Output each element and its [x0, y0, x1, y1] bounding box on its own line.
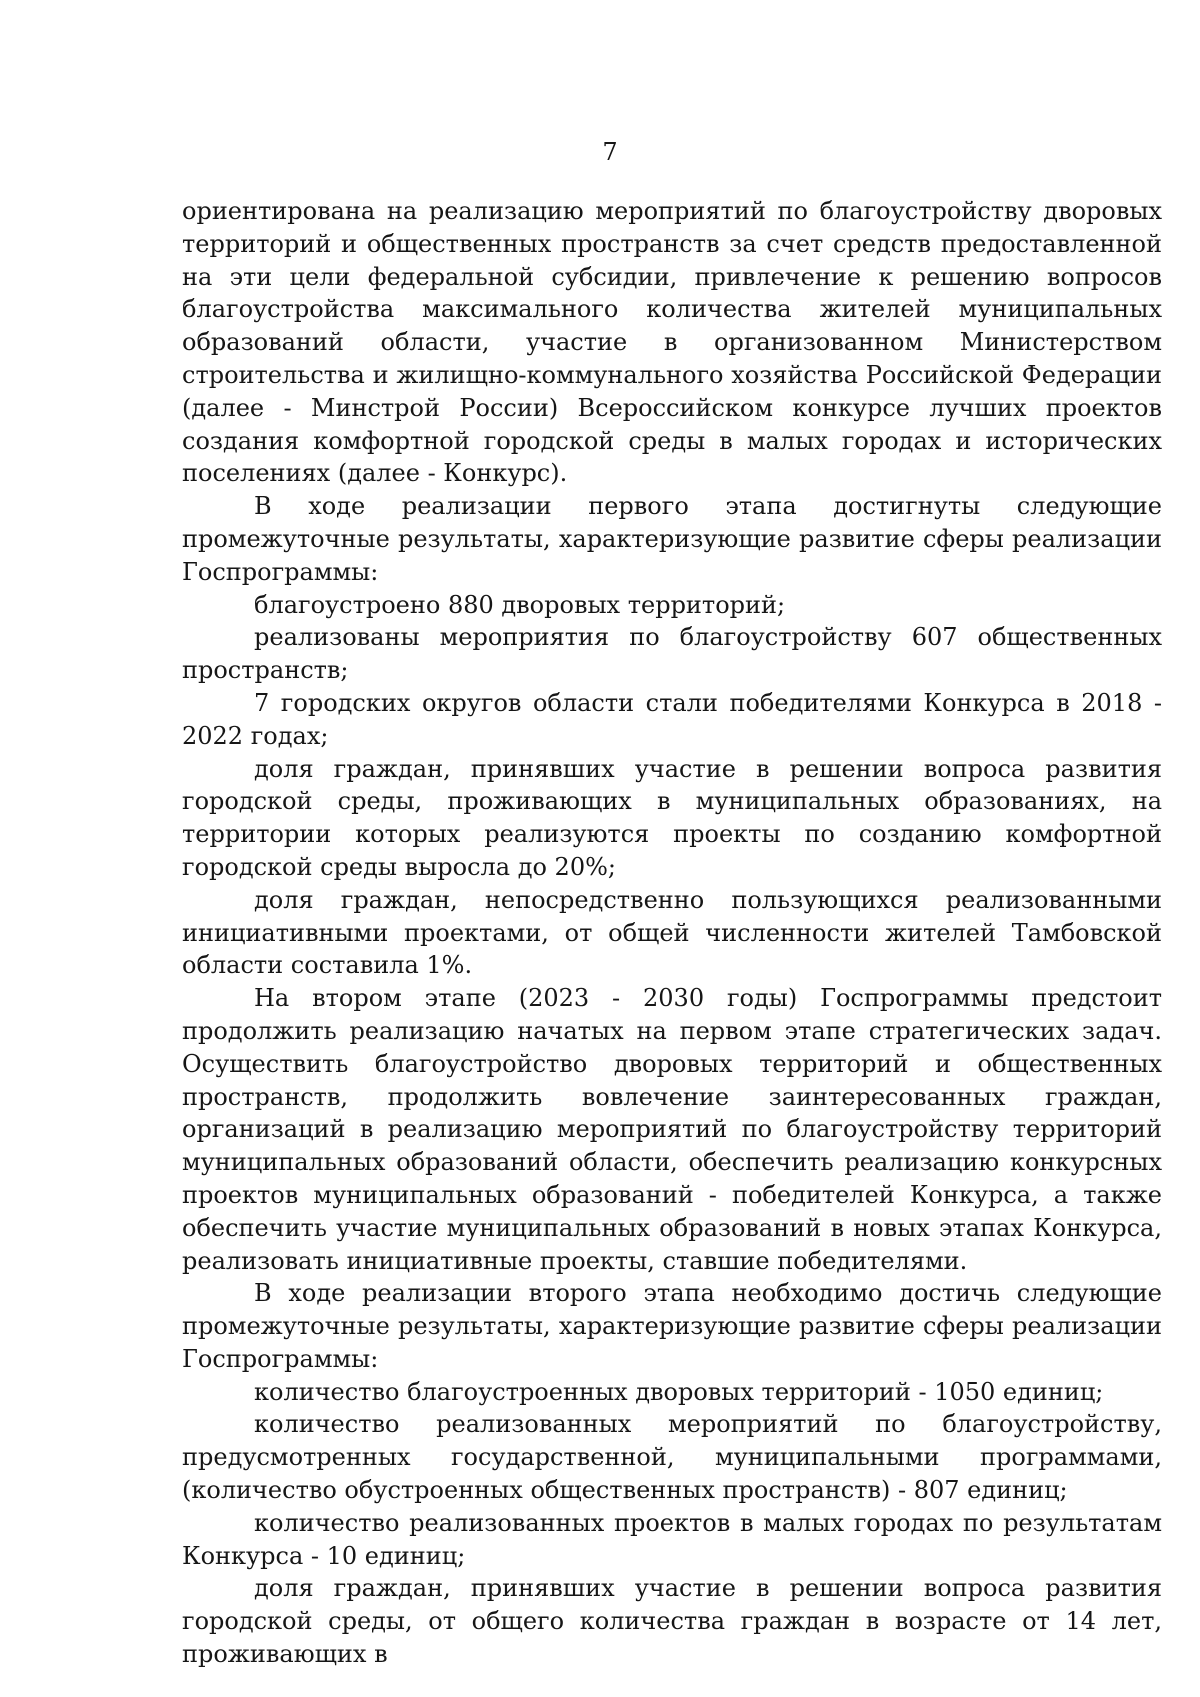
list-item-public-spaces-target: количество реализованных мероприятий по благоустройству, предусмотренных государственной, муниципальными программами, (количество обустроенных общественных пространств) - 807 единиц;: [182, 1410, 1162, 1505]
list-item-citizen-share-target: доля граждан, принявших участие в решении вопроса развития городской среды, от общего количества граждан в возрасте от 14 лет, проживающих в: [182, 1574, 1162, 1669]
list-item-citizen-participation: доля граждан, принявших участие в решении вопроса развития городской среды, проживающих в муниципальных образованиях, на территории которых реализуются проекты по созданию комфортной городской среды выросла до 20%;: [182, 754, 1162, 881]
list-item-yards-target: количество благоустроенных дворовых территорий - 1050 единиц;: [254, 1377, 1104, 1406]
list-item-contest-winners: 7 городских округов области стали победителями Конкурса в 2018 - 2022 годах;: [182, 688, 1162, 750]
document-body: [182, 195, 1162, 1671]
list-item-public-spaces: реализованы мероприятия по благоустройству 607 общественных пространств;: [182, 623, 1162, 685]
paragraph-stage-two-results: В ходе реализации второго этапа необходимо достичь следующие промежуточные результаты, характеризующие развитие сферы реализации Госпрограммы:: [182, 1279, 1162, 1373]
paragraph-goal-continuation: ориентирована на реализацию мероприятий по благоустройству дворовых территорий и общественных пространств за счет средств предоставленной на эти цели федеральной субсидии, привлечение к решению вопросов благоустройства максимального количества жителей муниципальных образований области, участие в организованном Министерством строительства и жилищно-коммунального хозяйства Российской Федерации (далее - Минстрой России) Всероссийском конкурсе лучших проектов создания комфортной городской среды в малых городах и исторических поселениях (далее - Конкурс).: [182, 197, 1162, 488]
paragraph-stage-two: На втором этапе (2023 - 2030 годы) Госпрограммы предстоит продолжить реализацию начатых на первом этапе стратегических задач. Осуществить благоустройство дворовых территорий и общественных пространств, продолжить вовлечение заинтересованных граждан, организаций в реализацию мероприятий по благоустройству территорий муниципальных образований области, обеспечить реализацию конкурсных проектов муниципальных образований - победителей Конкурса, а также обеспечить участие муниципальных образований в новых этапах Конкурса, реализовать инициативные проекты, ставшие победителями.: [182, 984, 1162, 1275]
list-item-small-towns-target: количество реализованных проектов в малых городах по результатам Конкурса - 10 единиц;: [182, 1508, 1162, 1570]
page-number: 7: [602, 138, 618, 166]
list-item-yards: благоустроено 880 дворовых территорий;: [254, 590, 786, 619]
paragraph-stage-one-results: В ходе реализации первого этапа достигнуты следующие промежуточные результаты, характеризующие развитие сферы реализации Госпрограммы:: [182, 492, 1162, 586]
list-item-initiative-projects: доля граждан, непосредственно пользующихся реализованными инициативными проектами, от общей численности жителей Тамбовской области составила 1%.: [182, 885, 1162, 980]
